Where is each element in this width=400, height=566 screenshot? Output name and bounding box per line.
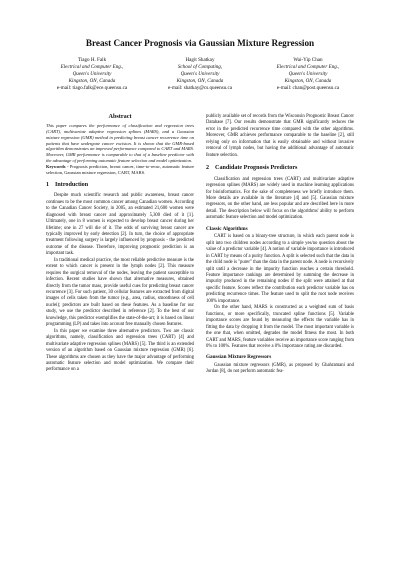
paragraph: In this paper we examine three alternative predictors. Two are classic algorithms, namely, classification and regression trees (CART) [4] and multivariate adaptive regression splines (MARS) [5]. The third is an extended version of an algorithm based on Gaussian mixture regression (GMR) [6]. These algorithms are chosen as they have the major advantage of performing automatic feature selection and model optimization. We compare their performance on a: [46, 328, 194, 373]
paragraph: Despite much scientific research and public awareness, breast cancer continues to be the most common cancer among Canadian women. According to the Canadian Cancer Society, in 2005, an estimated 21,600 women were diagnosed with breast cancer and approximately 5,300 died of it [1]. Ultimately, one in 8 women is expected to develop breast cancer during her lifetime; one in 27 will die of it. The odds of surviving breast cancer are typically improved by early detection [2]. In turn, the choice of appropriate treatment following surgery is largely influenced by prognosis - the predicted outcome of the disease. Therefore, improving prognostic prediction is an important task.: [46, 193, 194, 257]
author-name: Hagit Shatkay: [185, 57, 215, 63]
author-block: [36, 57, 148, 92]
author-block: [252, 57, 364, 92]
paragraph: CART is based on a binary-tree structure, in which each parent node is split into two children nodes according to a simple yes/no question about the value of a predictor variable [4]. A notion of variable importance is introduced in CART by means of a purity function. A split is selected such that the data in the child node is "purer" than the data in the parent node. A node is recursively split until a decrease in the impurity function reaches a certain threshold. Feature importance rankings are determined by summing the decrease in impurity produced in the remaining nodes if the split were attained at that specific feature. Scores reflect the contribution each predictor variable has on predicting recurrence times. The feature used to split the root node receives 100% importance.: [206, 234, 354, 304]
author-dept: Electrical and Computer Eng.,: [60, 63, 124, 70]
abstract-heading: Abstract: [108, 113, 132, 120]
author-city: Kingston, ON, Canada: [68, 77, 116, 84]
author-city: Kingston, ON, Canada: [284, 77, 332, 84]
section-title: Candidate Prognosis Predictors: [215, 165, 298, 172]
section-heading: [206, 165, 354, 171]
left-column: [46, 114, 194, 374]
paragraph: Classification and regression trees (CART) and multivariate adaptive regression splines (MARS) are widely used in machine learning applications for bioinformatics. For the sake of completeness we briefly introduce them. More details are available in the literature [4] and [5]. Gaussian mixture regressors, on the other hand, are less popular and are described here in more detail. The description below will focus on the algorithms' ability to perform automatic feature selection and model optimization.: [206, 176, 354, 221]
author-name: Wai-Yip Chan: [293, 57, 323, 63]
paragraph: On the other hand, MARS is constructed as a weighted sum of basis functions, or more specifically, truncated spline functions [5]. Variable importance scores are found by measuring the effects the variable has in fitting the data by dropping it from the model. The most important variable is the one that, when omitted, degrades the model fitness the most. In both CART and MARS, feature variables receive an importance score ranging from 0% to 100%. Features that receive a 0% importance rating are discarded.: [206, 305, 354, 349]
paragraph: Gaussian mixture regressors (GMR), as proposed by Ghahramani and Jordan [8], do not perform automatic fea-: [206, 362, 354, 375]
paragraph: In traditional medical practice, the most reliable predictive measure is the extent to which cancer is present in the lymph nodes [2]. This measure requires the surgical removal of the nodes, leaving the patient susceptible to infection. Recent studies have shown that alternative measures, obtained directly from the tumor mass, provide useful cues for predicting breast cancer recurrence [3]. For such patient, 30 cellular features are extracted from digital images of cells taken from the tumor (e.g., area, radius, smoothness of cell nuclei); predictors are built based on these features. As a baseline for our study, we use the predictor described in reference [2]. To the best of our knowledge, this predictor exemplifies the state-of-the-art; it is based on linear programming (LP) and takes into account free manually chosen features.: [46, 257, 194, 328]
section-heading: [46, 182, 194, 188]
author-univ: Queen's University: [72, 70, 112, 77]
author-email: e-mail: tiago.falk@ece.queensu.ca: [56, 84, 128, 91]
author-city: Kingston, ON, Canada: [176, 77, 224, 84]
right-column: [206, 114, 354, 376]
keywords-label: Keywords: [46, 164, 66, 170]
subsection-heading: Classic Algorithms: [206, 225, 248, 232]
keywords: [46, 164, 194, 175]
section-number: 1: [46, 181, 50, 188]
subsection-heading: Gaussian Mixture Regressors: [206, 354, 272, 361]
author-dept: Electrical and Computer Eng.,: [276, 63, 340, 70]
author-dept: School of Computing,: [177, 63, 223, 70]
section-number: 2: [206, 165, 210, 172]
author-univ: Queen's University: [180, 70, 220, 77]
author-email: e-mail: shatkay@cs.queensu.ca: [168, 84, 232, 91]
author-email: e-mail: chan@post.queensu.ca: [276, 84, 340, 91]
paper-title: Breast Cancer Prognosis via Gaussian Mixture Regression: [85, 38, 315, 48]
abstract-text: This paper compares the performance of classification and regression trees (CART), multivariate adaptive regression splines (MARS), and a Gaussian mixture regression (GMR) method in predicting breast cancer recurrence time on patients that have undergone cancer excision. It is shown that the GMR-based algorithm demonstrates an improved performance compared to CART and MARS. Moreover, GMR performance is comparable to that of a baseline predictor with the advantage of performing automatic feature selection and model optimization.: [46, 123, 194, 163]
section-title: Introduction: [55, 181, 89, 188]
paragraph: publicly available set of records from the Wisconsin Prognostic Breast Cancer Database [7]. Our results demonstrate that GMR significantly reduces the error in the predicted recurrence time compared with the other algorithms. Moreover, GMR achieves performance comparable to the baseline [2], still relying only on information that is easily obtainable and without invasive removal of lymph nodes, but having the additional advantage of automatic feature selection.: [206, 114, 354, 158]
author-name: Tiago H. Falk: [77, 57, 107, 63]
author-univ: Queen's University: [288, 70, 328, 77]
author-block: [144, 57, 256, 92]
keywords-text: - Prognosis prediction, breast cancer, time-to-recur, automatic feature selection, Gaussian mixture regression, CART, MARS.: [46, 164, 194, 176]
